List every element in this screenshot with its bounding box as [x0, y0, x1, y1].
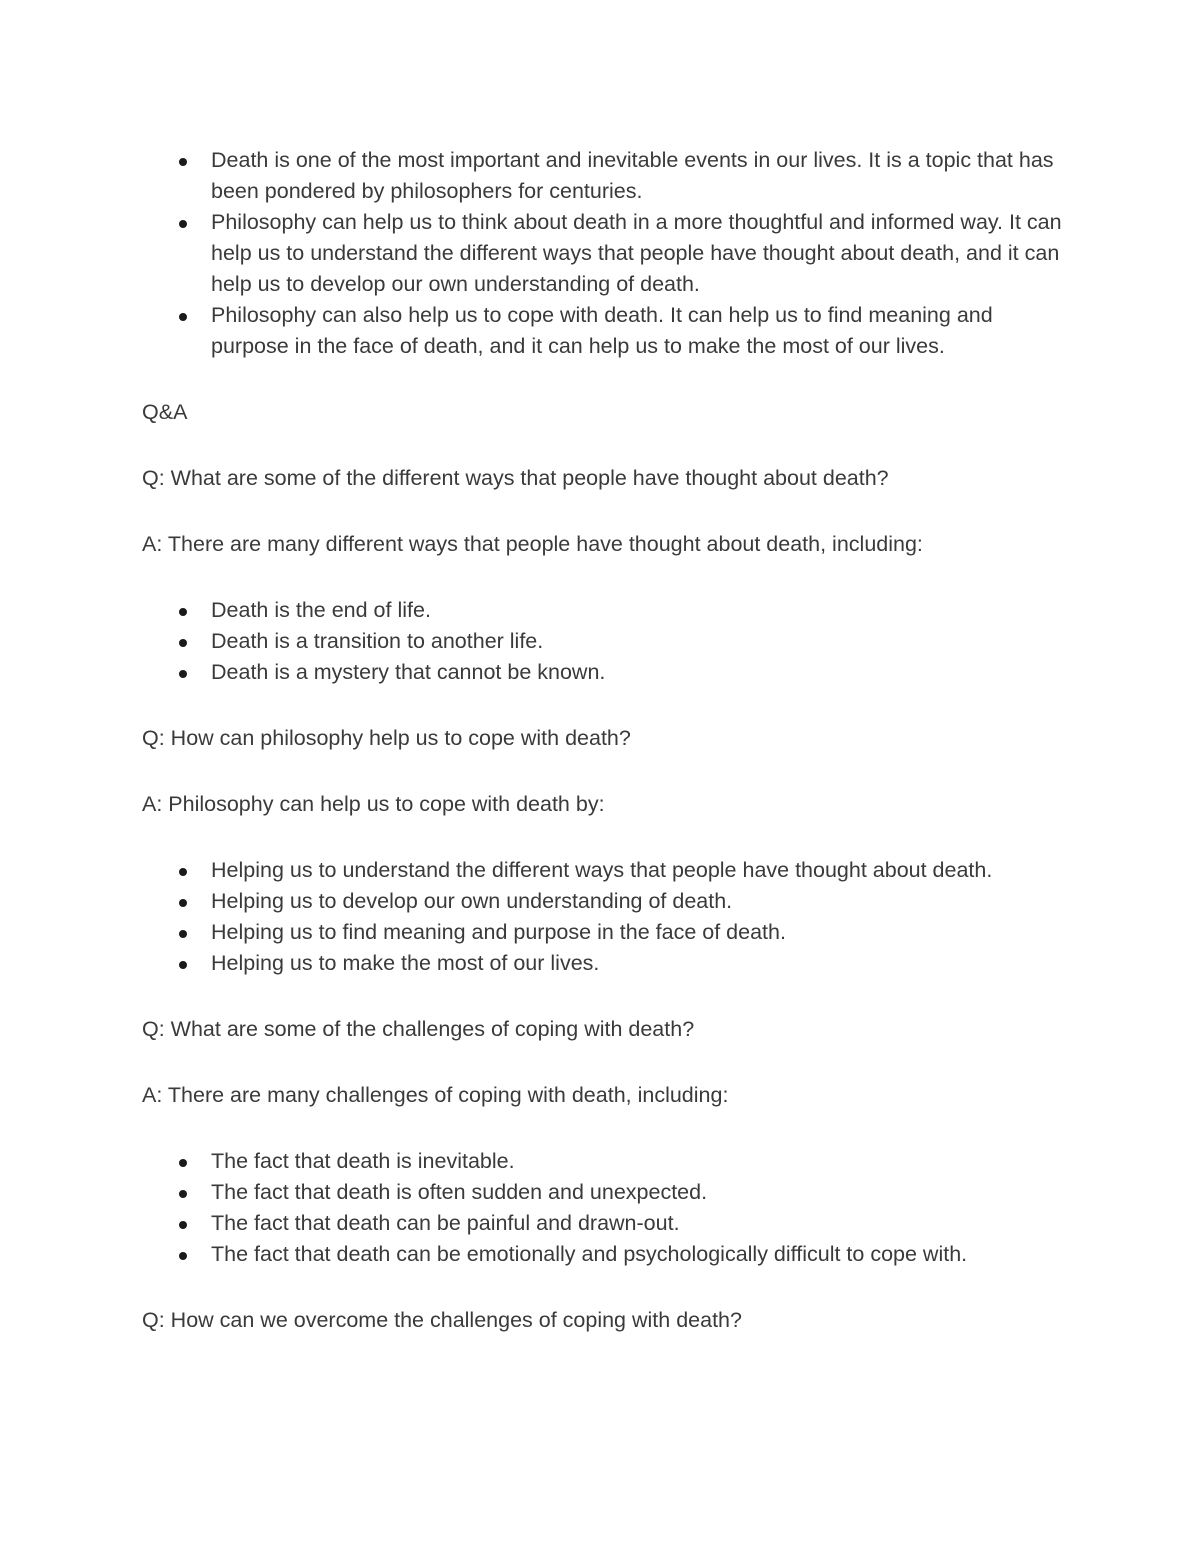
document-body	[142, 145, 1062, 1336]
list-item	[211, 626, 1062, 657]
bullet-icon	[179, 158, 187, 166]
answer-3: A: There are many challenges of coping with death, including:	[142, 1083, 729, 1107]
bullet-icon	[179, 961, 187, 969]
bullet-icon	[179, 1221, 187, 1229]
answer-2-list	[142, 855, 1062, 979]
bullet-icon	[179, 220, 187, 228]
answer-3-list	[142, 1146, 1062, 1270]
list-item-text: Helping us to understand the different ways that people have thought about death.	[211, 858, 993, 882]
bullet-icon	[179, 899, 187, 907]
list-item	[211, 595, 1062, 626]
list-item	[211, 207, 1062, 300]
bullet-icon	[179, 1252, 187, 1260]
list-item-text: Death is a transition to another life.	[211, 629, 544, 653]
list-item-text: Death is a mystery that cannot be known.	[211, 660, 606, 684]
list-item-text: Death is one of the most important and inevitable events in our lives. It is a topic that has been pondered by philosophers for centuries.	[211, 148, 1054, 203]
question-1: Q: What are some of the different ways that people have thought about death?	[142, 466, 889, 490]
list-item	[211, 1177, 1062, 1208]
answer-2: A: Philosophy can help us to cope with death by:	[142, 792, 605, 816]
list-item-text: The fact that death is inevitable.	[211, 1149, 515, 1173]
list-item	[211, 1208, 1062, 1239]
bullet-icon	[179, 639, 187, 647]
qa-heading: Q&A	[142, 400, 188, 424]
list-item	[211, 145, 1062, 207]
question-3: Q: What are some of the challenges of coping with death?	[142, 1017, 695, 1041]
bullet-icon	[179, 868, 187, 876]
list-item-text: The fact that death is often sudden and unexpected.	[211, 1180, 708, 1204]
list-item-text: The fact that death can be emotionally and psychologically difficult to cope with.	[211, 1242, 968, 1266]
list-item-text: Helping us to find meaning and purpose in the face of death.	[211, 920, 786, 944]
list-item	[211, 917, 1062, 948]
bullet-icon	[179, 1159, 187, 1167]
question-4: Q: How can we overcome the challenges of coping with death?	[142, 1308, 742, 1332]
answer-1: A: There are many different ways that people have thought about death, including:	[142, 532, 923, 556]
list-item-text: Philosophy can help us to think about death in a more thoughtful and informed way. It can help us to understand the different ways that people have thought about death, and it can help us to develop our own understanding of death.	[211, 210, 1062, 296]
list-item-text: Death is the end of life.	[211, 598, 431, 622]
list-item	[211, 657, 1062, 688]
bullet-icon	[179, 313, 187, 321]
intro-bullet-list	[142, 145, 1062, 362]
list-item-text: Philosophy can also help us to cope with death. It can help us to find meaning and purpose in the face of death, and it can help us to make the most of our lives.	[211, 303, 993, 358]
list-item	[211, 948, 1062, 979]
list-item	[211, 855, 1062, 886]
list-item-text: Helping us to develop our own understanding of death.	[211, 889, 733, 913]
question-2: Q: How can philosophy help us to cope with death?	[142, 726, 631, 750]
list-item	[211, 1239, 1062, 1270]
list-item	[211, 1146, 1062, 1177]
list-item	[211, 300, 1062, 362]
bullet-icon	[179, 1190, 187, 1198]
bullet-icon	[179, 670, 187, 678]
bullet-icon	[179, 608, 187, 616]
list-item-text: Helping us to make the most of our lives.	[211, 951, 600, 975]
list-item	[211, 886, 1062, 917]
answer-1-list	[142, 595, 1062, 688]
list-item-text: The fact that death can be painful and drawn-out.	[211, 1211, 680, 1235]
bullet-icon	[179, 930, 187, 938]
